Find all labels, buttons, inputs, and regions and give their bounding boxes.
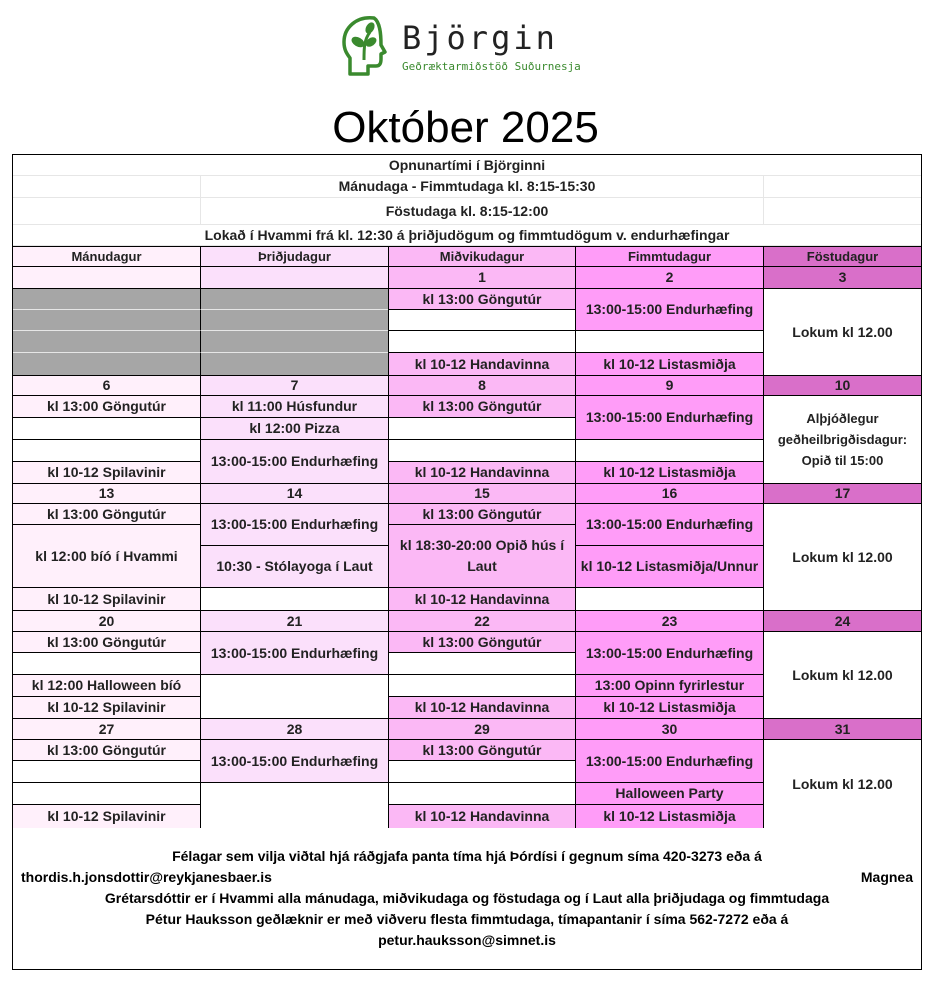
grid-divider	[200, 176, 201, 198]
empty-cell	[388, 418, 575, 440]
opening-hours-weekdays-text: Mánudaga - Fimmtudaga kl. 8:15-15:30	[338, 178, 596, 194]
date-cell-text: 30	[661, 720, 678, 737]
event-cell	[13, 805, 200, 828]
event-cell-text: kl 10-12 Listasmiðja	[603, 464, 736, 480]
empty-cell	[13, 653, 200, 675]
date-cell	[763, 483, 921, 504]
event-cell	[13, 525, 200, 588]
contact-email-petur: petur.hauksson@simnet.is	[378, 932, 556, 948]
date-cell-text: 8	[478, 377, 486, 393]
date-cell-text: 16	[661, 485, 678, 501]
logo-name: Björgin	[402, 19, 558, 57]
date-cell	[200, 375, 388, 396]
empty-cell	[200, 675, 388, 718]
event-cell-text: 13:00-15:00 Endurhæfing	[585, 409, 754, 425]
event-cell-text: kl 10-12 Handavinna	[414, 699, 550, 715]
date-cell-text: 23	[661, 612, 678, 629]
day-header-wednesday	[388, 246, 575, 267]
date-cell	[13, 375, 200, 396]
date-cell-text: 6	[102, 377, 111, 393]
date-cell	[388, 610, 575, 632]
event-cell	[388, 632, 575, 653]
empty-cell	[575, 588, 763, 610]
disabled-day-cell	[200, 331, 388, 353]
closed-notice	[13, 225, 921, 246]
date-cell-text: 24	[834, 612, 851, 629]
contact-line-1: Félagar sem vilja viðtal hjá ráðgjafa panta tíma hjá Þórdísi í gegnum síma 420-3273 eða á	[172, 848, 762, 864]
day-header-monday	[13, 246, 200, 267]
event-cell	[13, 504, 200, 525]
day-header-friday-text: Föstudagur	[806, 249, 879, 264]
event-cell	[575, 632, 763, 675]
friday-note-cell	[763, 504, 921, 610]
event-cell	[575, 697, 763, 718]
event-cell	[575, 546, 763, 588]
date-cell	[763, 718, 921, 740]
event-cell	[13, 588, 200, 610]
disabled-day-cell	[13, 331, 200, 353]
empty-cell	[388, 331, 575, 353]
friday-note-cell	[763, 396, 921, 483]
empty-cell	[13, 418, 200, 440]
date-cell	[575, 375, 763, 396]
empty-cell	[13, 440, 200, 462]
event-cell-text: kl 10-12 Spilavinir	[47, 699, 166, 715]
closed-notice-text: Lokað í Hvammi frá kl. 12:30 á þriðjudögum og fimmtudögum v. endurhæfingar	[204, 226, 730, 243]
event-cell-text: kl 10-12 Handavinna	[414, 590, 550, 607]
event-cell	[388, 697, 575, 718]
date-cell-text: 15	[474, 485, 490, 501]
opening-hours-weekdays	[13, 176, 921, 198]
date-cell-text: 31	[834, 720, 851, 737]
event-cell	[13, 396, 200, 418]
event-cell	[575, 740, 763, 783]
date-cell-text: 20	[98, 612, 115, 629]
grid-divider	[763, 176, 764, 198]
contact-line-2-right: Magnea	[860, 869, 913, 885]
event-cell-text: kl 13:00 Göngutúr	[422, 505, 542, 522]
friday-note-cell-text: Alþjóðlegur geðheilbrigðisdagur: Opið til 15:00	[777, 411, 908, 468]
bjorgin-logo	[334, 10, 604, 82]
event-cell-text: 13:00-15:00 Endurhæfing	[210, 752, 379, 769]
friday-note-cell-text: Lokum kl 12.00	[792, 666, 893, 683]
event-cell	[13, 740, 200, 761]
event-cell-text: kl 12:00 Pizza	[249, 420, 340, 436]
event-cell-text: 13:00-15:00 Endurhæfing	[585, 301, 754, 317]
date-cell-text: 29	[474, 720, 490, 737]
friday-note-cell-text: Lokum kl 12.00	[792, 323, 893, 340]
event-cell-text: kl 13:00 Göngutúr	[46, 741, 167, 758]
event-cell	[388, 740, 575, 761]
event-cell-text: kl 13:00 Göngutúr	[422, 633, 542, 650]
event-cell	[388, 289, 575, 310]
date-cell-text: 17	[834, 485, 851, 501]
empty-cell	[388, 310, 575, 331]
empty-cell	[388, 675, 575, 697]
event-cell	[200, 396, 388, 418]
event-cell-text: kl 13:00 Göngutúr	[46, 633, 167, 650]
grid-divider	[763, 198, 764, 225]
event-cell	[200, 440, 388, 483]
event-cell	[575, 462, 763, 483]
event-cell	[388, 525, 575, 588]
event-cell	[200, 504, 388, 546]
event-cell	[13, 462, 200, 483]
event-cell-text: kl 12:00 Halloween bíó	[31, 677, 182, 693]
event-cell	[388, 396, 575, 418]
event-cell	[575, 805, 763, 828]
event-cell	[200, 632, 388, 675]
date-cell	[763, 610, 921, 632]
event-cell-text: kl 13:00 Göngutúr	[422, 741, 542, 758]
empty-cell	[13, 783, 200, 805]
event-cell-text: kl 12:00 bíó í Hvammi	[35, 547, 178, 564]
event-cell-text: kl 10-12 Spilavinir	[47, 808, 166, 824]
date-cell	[575, 610, 763, 632]
disabled-day-cell	[13, 289, 200, 310]
event-cell-text: kl 13:00 Göngutúr	[422, 398, 542, 414]
event-cell	[13, 632, 200, 653]
event-cell-text: kl 11:00 Húsfundur	[231, 398, 358, 414]
event-cell-text: 13:00-15:00 Endurhæfing	[585, 752, 754, 769]
event-cell-text: kl 18:30-20:00 Opið hús í Laut	[399, 537, 565, 574]
event-cell	[575, 504, 763, 546]
day-header-thursday	[575, 246, 763, 267]
day-header-monday-text: Mánudagur	[71, 249, 142, 264]
opening-hours-heading	[13, 155, 921, 176]
date-cell	[388, 375, 575, 396]
date-cell	[13, 610, 200, 632]
event-cell-text: kl 10-12 Listasmiðja	[603, 808, 736, 824]
day-header-wednesday-text: Miðvikudagur	[439, 249, 525, 264]
date-cell-text: 27	[98, 720, 115, 737]
date-cell-text: 13	[98, 485, 115, 501]
date-cell	[388, 267, 575, 289]
event-cell	[575, 353, 763, 375]
event-cell	[575, 289, 763, 331]
opening-hours-friday-text: Föstudaga kl. 8:15-12:00	[385, 202, 549, 219]
event-cell-text: kl 13:00 Göngutúr	[46, 505, 167, 522]
event-cell-text: 13:00-15:00 Endurhæfing	[585, 644, 754, 661]
day-header-tuesday	[200, 246, 388, 267]
event-cell-text: 13:00-15:00 Endurhæfing	[210, 516, 379, 532]
friday-note-cell-text: Lokum kl 12.00	[792, 548, 893, 565]
opening-hours-heading-text: Opnunartími í Björginni	[388, 156, 546, 173]
event-cell	[575, 783, 763, 805]
event-cell-text: 13:00-15:00 Endurhæfing	[210, 453, 379, 469]
page-title: Október 2025	[332, 103, 599, 152]
friday-note-cell	[763, 740, 921, 828]
event-cell-text: 10:30 - Stólayoga í Laut	[216, 558, 373, 574]
event-cell-text: kl 10-12 Listasmiðja/Unnur	[580, 558, 759, 574]
contact-info	[12, 827, 922, 970]
disabled-day-cell	[200, 289, 388, 310]
event-cell-text: 13:00 Opinn fyrirlestur	[594, 677, 745, 693]
date-cell	[575, 267, 763, 289]
empty-cell	[13, 761, 200, 783]
date-cell-text: 9	[665, 377, 674, 393]
grid-divider	[200, 198, 201, 225]
friday-note-cell	[763, 632, 921, 718]
contact-line-4: Pétur Hauksson geðlæknir er með viðveru flesta fimmtudaga, tímapantanir í síma 562-7272 eða á	[145, 911, 789, 927]
date-cell-text: 2	[665, 269, 674, 285]
opening-hours-friday	[13, 198, 921, 225]
friday-note-cell	[763, 289, 921, 375]
event-cell	[13, 675, 200, 697]
empty-cell	[575, 331, 763, 353]
logo-subtitle: Geðræktarmiðstöð Suðurnesja	[402, 60, 581, 73]
disabled-day-cell	[200, 353, 388, 375]
event-cell	[200, 418, 388, 440]
event-cell	[388, 805, 575, 828]
event-cell	[388, 353, 575, 375]
event-cell-text: kl 10-12 Spilavinir	[47, 464, 166, 480]
empty-cell	[388, 783, 575, 805]
disabled-day-cell	[13, 353, 200, 375]
date-cell	[763, 267, 921, 289]
contact-line-3: Grétarsdóttir er í Hvammi alla mánudaga, miðvikudaga og föstudaga og í Laut alla þriðjudaga og fimmtudaga	[104, 890, 830, 906]
date-cell-text: 14	[286, 485, 303, 501]
date-cell	[13, 718, 200, 740]
event-cell-text: kl 13:00 Göngutúr	[422, 290, 542, 307]
date-cell-text: 7	[290, 377, 299, 393]
date-cell	[13, 267, 200, 289]
date-cell-text: 21	[286, 612, 303, 629]
date-cell	[763, 375, 921, 396]
event-cell	[200, 740, 388, 783]
date-cell	[200, 483, 388, 504]
disabled-day-cell	[200, 310, 388, 331]
empty-cell	[388, 653, 575, 675]
date-cell	[388, 718, 575, 740]
event-cell-text: 13:00-15:00 Endurhæfing	[585, 516, 754, 532]
event-cell	[388, 504, 575, 525]
event-cell-text: kl 10-12 Spilavinir	[47, 590, 166, 607]
event-cell-text: kl 13:00 Göngutúr	[46, 398, 167, 414]
event-cell-text: kl 10-12 Listasmiðja	[603, 355, 736, 372]
empty-cell	[200, 588, 388, 610]
event-cell	[575, 396, 763, 440]
event-cell	[388, 462, 575, 483]
event-cell	[388, 588, 575, 610]
event-cell-text: kl 10-12 Listasmiðja	[603, 699, 736, 715]
event-cell	[13, 697, 200, 718]
event-cell-text: Halloween Party	[615, 785, 724, 801]
head-leaf-icon	[334, 10, 396, 80]
date-cell	[388, 483, 575, 504]
friday-note-cell-text: Lokum kl 12.00	[792, 775, 893, 792]
date-cell	[575, 483, 763, 504]
event-cell-text: kl 10-12 Handavinna	[414, 355, 550, 372]
empty-cell	[388, 440, 575, 462]
date-cell	[200, 718, 388, 740]
date-cell	[200, 610, 388, 632]
empty-cell	[388, 761, 575, 783]
calendar-table	[12, 154, 922, 828]
day-header-tuesday-text: Þriðjudagur	[258, 249, 331, 264]
disabled-day-cell	[13, 310, 200, 331]
date-cell-text: 28	[286, 720, 303, 737]
event-cell	[575, 675, 763, 697]
date-cell-text: 1	[478, 269, 486, 285]
date-cell-text: 10	[834, 377, 851, 393]
event-cell	[200, 546, 388, 588]
date-cell	[575, 718, 763, 740]
date-cell-text: 3	[838, 269, 847, 285]
date-cell-text: 22	[474, 612, 490, 629]
empty-cell	[200, 783, 388, 828]
day-header-thursday-text: Fimmtudagur	[627, 249, 712, 264]
event-cell-text: 13:00-15:00 Endurhæfing	[210, 644, 379, 661]
empty-cell	[575, 440, 763, 462]
date-cell	[200, 267, 388, 289]
event-cell-text: kl 10-12 Handavinna	[414, 464, 550, 480]
date-cell	[13, 483, 200, 504]
event-cell-text: kl 10-12 Handavinna	[414, 808, 550, 824]
day-header-friday	[763, 246, 921, 267]
contact-email-thordis: thordis.h.jonsdottir@reykjanesbaer.is	[21, 869, 272, 885]
